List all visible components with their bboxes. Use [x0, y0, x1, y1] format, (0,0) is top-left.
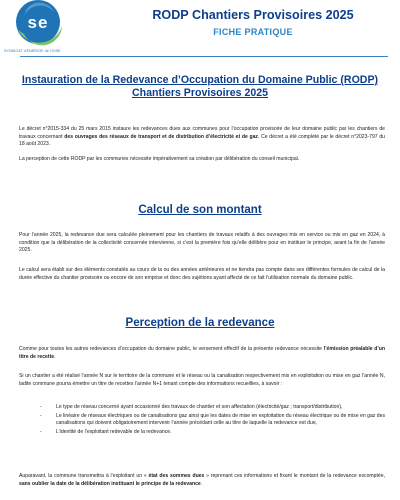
section3-paragraph1 — [19, 346, 385, 361]
section2-paragraph2: Le calcul sera établi sur des éléments constatés au cours de la ou des années antérieures et ne tiendra pas compte dans ses différentes formules de calcul de la durée effective du chantier provisoire ou encore de son emprise et donc des sujétions ayant affecté de ce fait l’utilisation normale du domaine public. — [19, 267, 385, 281]
section3-paragraph2: Si un chantier a été réalisé l’année N sur le territoire de la commune et le réseau ou la canalisation respectivement mis en exploitation ou mise en gaz l’année N, ladite commune pourra émettre un titre de recettes l’année N+1 tenant compte des informations recueillies, à savoir : — [19, 373, 385, 387]
section3-heading: Perception de la redevance — [125, 317, 275, 329]
text-run: Comme pour toutes les autres redevances d’occupation du domaine public, le versement effectif de la présente redevance nécessite — [19, 346, 324, 352]
section3-bullet-list — [40, 404, 385, 437]
section1-heading — [10, 74, 390, 100]
document-title: RODP Chantiers Provisoires 2025 — [152, 8, 354, 22]
list-item: - Le linéaire de réseaux électriques ou de canalisations gaz ainsi que les dates de mise en exploitation du réseau électrique ou de mise en gaz des canalisations qui doivent obligatoirement intervenir l’année précédant celle au titre de laquelle la redevance est due, — [40, 413, 385, 428]
text-bold: état des sommes dues — [148, 473, 205, 479]
section3-paragraph3 — [19, 473, 385, 488]
text-run: . — [200, 480, 203, 487]
section1-paragraph1 — [19, 126, 385, 149]
text-bold: l’émission préalable d’un titre de recette — [19, 346, 386, 360]
header-divider — [20, 56, 388, 57]
document-subtitle: FICHE PRATIQUE — [213, 27, 293, 37]
text-bold: sans oublier la date de la délibération instituant le principe de la redevance — [19, 480, 201, 487]
text-run: . Ce décret a été complété par le décret n°2023-797 du 18 août 2023. — [19, 133, 385, 148]
section1-heading-line1: Instauration de la Redevance d’Occupation du Domaine Public (RODP) — [21, 74, 379, 86]
logo-caption: SYNDICAT d'ENERGIE de l'OISE — [4, 49, 61, 53]
text-run: Le décret n°2015-334 du 25 mars 2015 instaure les redevances dues aux communes pour l’occupation provisoire de leur domaine public par les chantiers de travaux concernant — [19, 126, 385, 140]
section2-heading: Calcul de son montant — [138, 204, 262, 216]
text-bold: des ouvrages des réseaux de transport et de distribution d’électricité et de gaz — [64, 133, 258, 140]
text-run: » reprenant ces informations et fixant le montant de la redevance escomptée, — [204, 473, 385, 479]
list-item: - L’identité de l’exploitant redevable de la redevance. — [40, 429, 385, 437]
section2-paragraph1: Pour l’année 2025, la redevance due sera calculée pleinement pour les chantiers de travaux relatifs à des ouvrages mis en service ou mis en gaz en 2024, à condition que la délibération de la collectivité concernée intervienne, si c’est la première fois qu’elle délibère pour en instituer le principe, avant la fin de l’année 2025. — [19, 232, 385, 254]
section1-heading-line2: Chantiers Provisoires 2025 — [131, 87, 269, 99]
text-run: . — [54, 353, 56, 360]
list-item: - Le type de réseau concerné ayant occasionné des travaux de chantier et son affectation (électricité/gaz ; transport/distribution), — [40, 404, 385, 412]
section1-paragraph2: La perception de cette RODP par les communes nécessite impérativement sa création par délibération du conseil municipal. — [19, 156, 300, 162]
text-run: Auparavant, la commune transmettra à l’exploitant un « — [19, 473, 149, 479]
svg-text:se: se — [27, 13, 49, 32]
